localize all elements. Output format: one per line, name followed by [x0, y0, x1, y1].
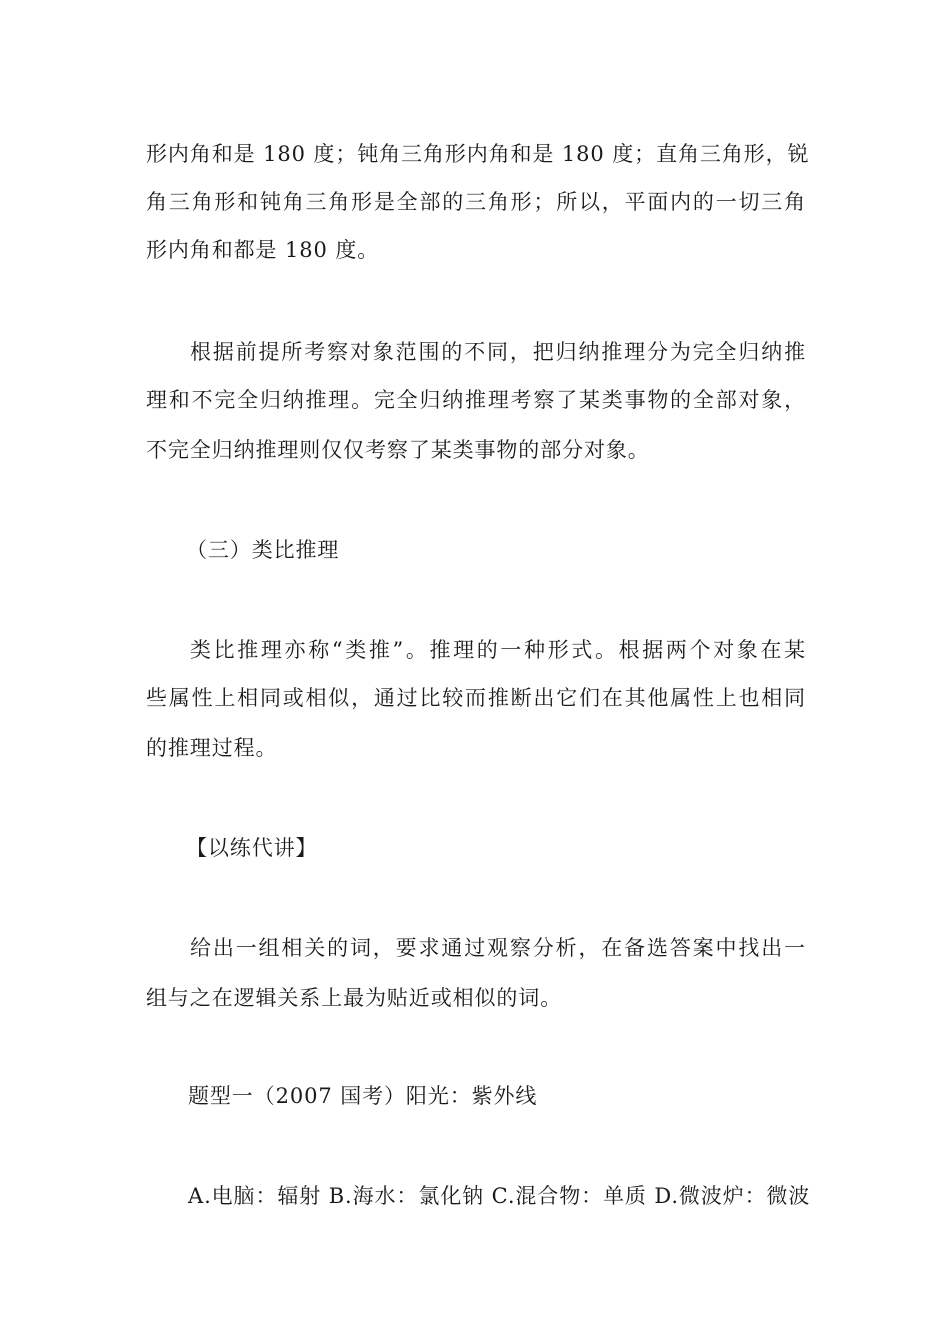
- paragraph-1-line-3: 形内角和都是 180 度。: [146, 238, 380, 262]
- paragraph-3-line-3: 的推理过程。: [146, 736, 278, 760]
- paragraph-3-line-2: 些属性上相同或相似，通过比较而推断出它们在其他属性上也相同: [146, 686, 806, 710]
- question-title: 题型一（2007 国考）阳光：紫外线: [188, 1084, 538, 1108]
- paragraph-4-line-2: 组与之在逻辑关系上最为贴近或相似的词。: [146, 986, 563, 1010]
- section-heading-analogy: （三）类比推理: [186, 538, 340, 562]
- paragraph-1-line-1: 形内角和是 180 度；钝角三角形内角和是 180 度；直角三角形，锐: [146, 142, 810, 166]
- paragraph-2-line-2: 理和不完全归纳推理。完全归纳推理考察了某类事物的全部对象，: [146, 388, 806, 412]
- answer-options: A.电脑：辐射 B.海水：氯化钠 C.混合物：单质 D.微波炉：微波: [188, 1184, 811, 1208]
- paragraph-4-line-1: 给出一组相关的词，要求通过观察分析，在备选答案中找出一: [190, 936, 806, 960]
- paragraph-2-line-3: 不完全归纳推理则仅仅考察了某类事物的部分对象。: [146, 438, 650, 462]
- paragraph-2-line-1: 根据前提所考察对象范围的不同，把归纳推理分为完全归纳推: [190, 340, 806, 364]
- paragraph-3-line-1: 类比推理亦称“类推”。推理的一种形式。根据两个对象在某: [190, 638, 806, 662]
- section-heading-practice: 【以练代讲】: [186, 836, 318, 860]
- paragraph-1-line-2: 角三角形和钝角三角形是全部的三角形；所以，平面内的一切三角: [146, 190, 806, 214]
